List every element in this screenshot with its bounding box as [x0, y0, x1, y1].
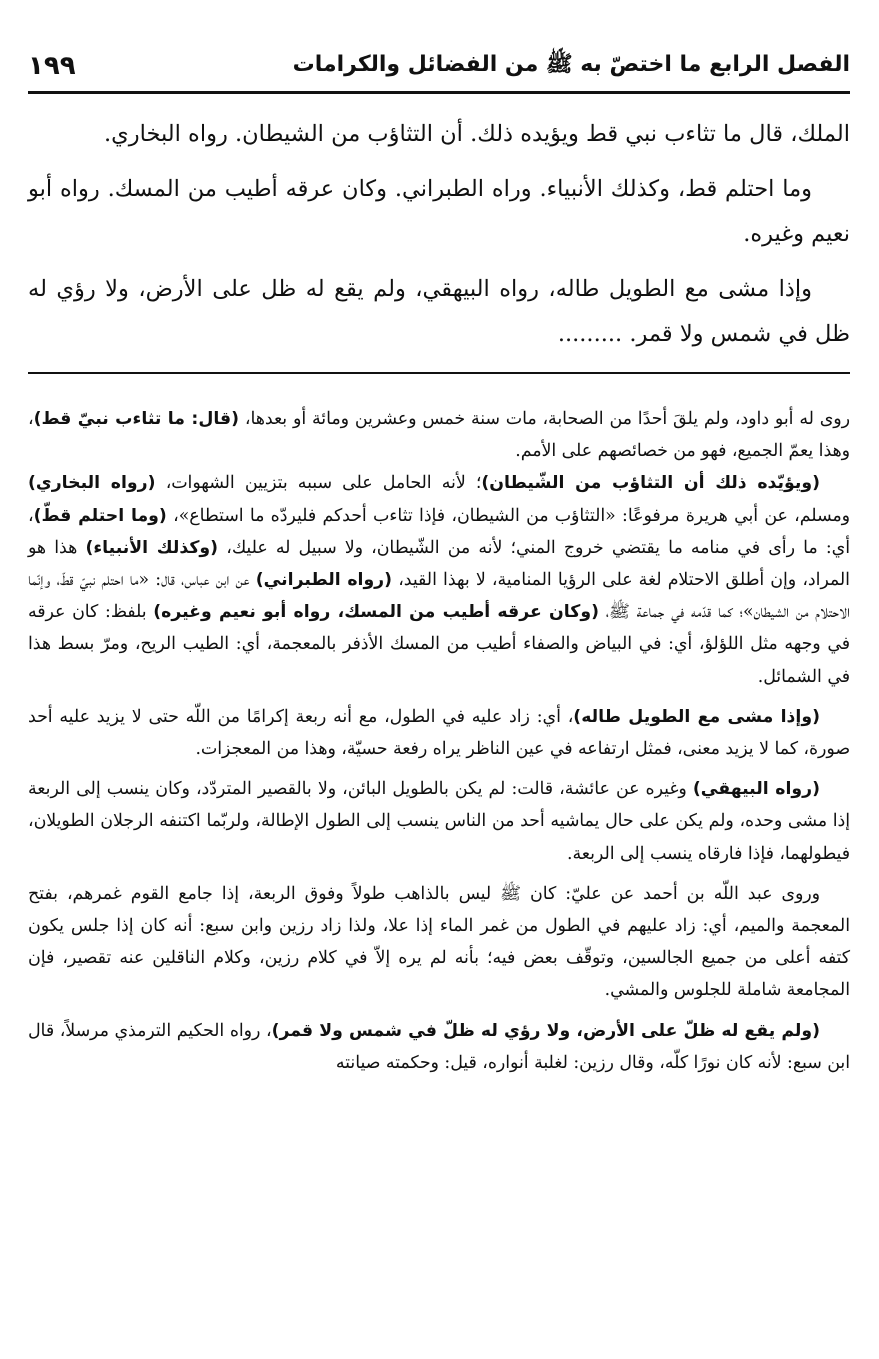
commentary-text-run: روى له أبو داود، ولم يلقَ أحدًا من الصحابة، مات سنة خمس وعشرين ومائة أو بعدها، — [239, 409, 850, 429]
quoted-phrase: (رواه البخاري) — [28, 473, 156, 494]
commentary-paragraph — [28, 467, 850, 692]
commentary-paragraph — [28, 1015, 850, 1079]
quoted-phrase: (ولم يقع له ظلّ على الأرض، ولا رؤي له ظلّ في شمس ولا قمر) — [271, 1020, 821, 1041]
page-header — [28, 40, 850, 92]
commentary-text-run: عن ابن عباس، قال: «ما احتلم نبيّ قطّ، وإنّما الاحتلام من الشيطان»؛ كما قدّمه في جماعة ﷺ، — [28, 570, 850, 623]
quoted-phrase: (رواه البيهقي) — [692, 779, 820, 800]
quoted-phrase: (رواه الطبراني) — [255, 570, 393, 591]
commentary-text-run: ، أي: ما رأى في منامه ما يقتضي خروج المني؛ لأنه من الشّيطان، ولا سبيل له عليك، — [28, 505, 850, 558]
quoted-phrase: (وكان عرقه أطيب من المسك، رواه أبو نعيم وغيره) — [153, 602, 599, 623]
running-head-title: الفصل الرابع ما اختصّ به ﷺ من الفضائل والكرامات — [292, 52, 850, 77]
quoted-phrase: (ويؤيّده ذلك أن التثاؤب من الشّيطان) — [481, 473, 820, 494]
main-paragraph: وما احتلم قط، وكذلك الأنبياء. وراه الطبراني. وكان عرقه أطيب من المسك. رواه أبو نعيم وغيره. — [28, 176, 850, 247]
commentary-paragraph — [28, 878, 850, 1007]
commentary-text-run: بلفظ: كان عرقه في وجهه مثل اللؤلؤ، أي: في البياض والصفاء أطيب من المسك الأذفر بالمعجمة، أي: الطيب الريح، ومرّ بسط هذا في الشمائل. — [28, 602, 850, 687]
commentary-text-run: وغيره عن عائشة، قالت: لم يكن بالطويل البائن، ولا بالقصير المتردّد، وكان ينسب إلى الربعة إذا مشى وحده، ولم يكن على حال يماشيه أحد من الناس ينسب إلى الطول الإطالة، ولربّما اكتنفه الرجلان الطويلان، فيطولهما، فإذا فارقاه ينسب إلى الربعة. — [28, 779, 850, 864]
commentary-paragraph — [28, 701, 850, 765]
commentary-text-run: ومسلم، عن أبي هريرة مرفوعًا: «التثاؤب من الشيطان، فإذا تثاءب أحدكم فليردّه ما استطاع»، — [166, 505, 850, 526]
main-paragraph: وإذا مشى مع الطويل طاله، رواه البيهقي، ولم يقع له ظل على الأرض، ولا رؤي له ظل في شمس ولا قمر. ......... — [28, 276, 850, 347]
quoted-phrase: (وكذلك الأنبياء) — [85, 537, 219, 558]
commentary-paragraph — [28, 403, 850, 467]
commentary-text-run: هذا هو المراد، وإن أطلق الاحتلام لغة على الرؤيا المنامية، لا بهذا القيد، — [28, 537, 850, 591]
commentary-text-run: ، وهذا يعمّ الجميع، فهو من خصائصهم على الأمم. — [28, 409, 850, 462]
main-paragraph: الملك، قال ما تثاءب نبي قط ويؤيده ذلك. أن التثاؤب من الشيطان. رواه البخاري. — [104, 121, 850, 147]
commentary-text-run: ، رواه الحكيم الترمذي مرسلاً، قال ابن سبع: لأنه كان نورًا كلّه، وقال رزين: لغلبة أنواره، قيل: وحكمته صيانته — [28, 1020, 850, 1073]
commentary-separator — [28, 372, 850, 374]
commentary-paragraph — [28, 773, 850, 870]
quoted-phrase: (وما احتلم قطّ) — [33, 505, 167, 526]
quoted-phrase: (قال: ما تثاءب نبيّ قط) — [33, 409, 240, 429]
quoted-phrase: (وإذا مشى مع الطويل طاله) — [573, 706, 820, 727]
commentary-text-run: وروى عبد اللّه بن أحمد عن عليّ: كان ﷺ ليس بالذاهب طولاً وفوق الربعة، إذا جامع القوم غمرهم، بفتح المعجمة والميم، أي: زاد عليهم في الطول من غمر الماء إذا علا، ولذا زاد رزين وابن سبع: أنه كان إذا جلس يكون كتفه أعلى من جميع الجالسين، وتوقّف بعض فيه؛ بأنه لم يره إلاّ في كلام رزين، وكلام الناقلين عنه تقصير، فإن المجامعة شاملة للجلوس والمشي. — [28, 883, 850, 1001]
header-rule — [28, 91, 850, 94]
commentary-text-run: ؛ لأنه الحامل على سببه بتزيين الشهوات، — [155, 473, 482, 494]
commentary-text-run: ، أي: زاد عليه في الطول، مع أنه ربعة إكرامًا من اللّه حتى لا يزيد عليه أحد صورة، كما لا يزيد معنى، فمثل ارتفاعه في عين الناظر يراه رفعة حسيّة، وهذا من المعجزات. — [28, 706, 850, 760]
main-text — [28, 112, 850, 367]
page-number: ١٩٩ — [28, 51, 76, 81]
commentary-text — [28, 403, 850, 1087]
